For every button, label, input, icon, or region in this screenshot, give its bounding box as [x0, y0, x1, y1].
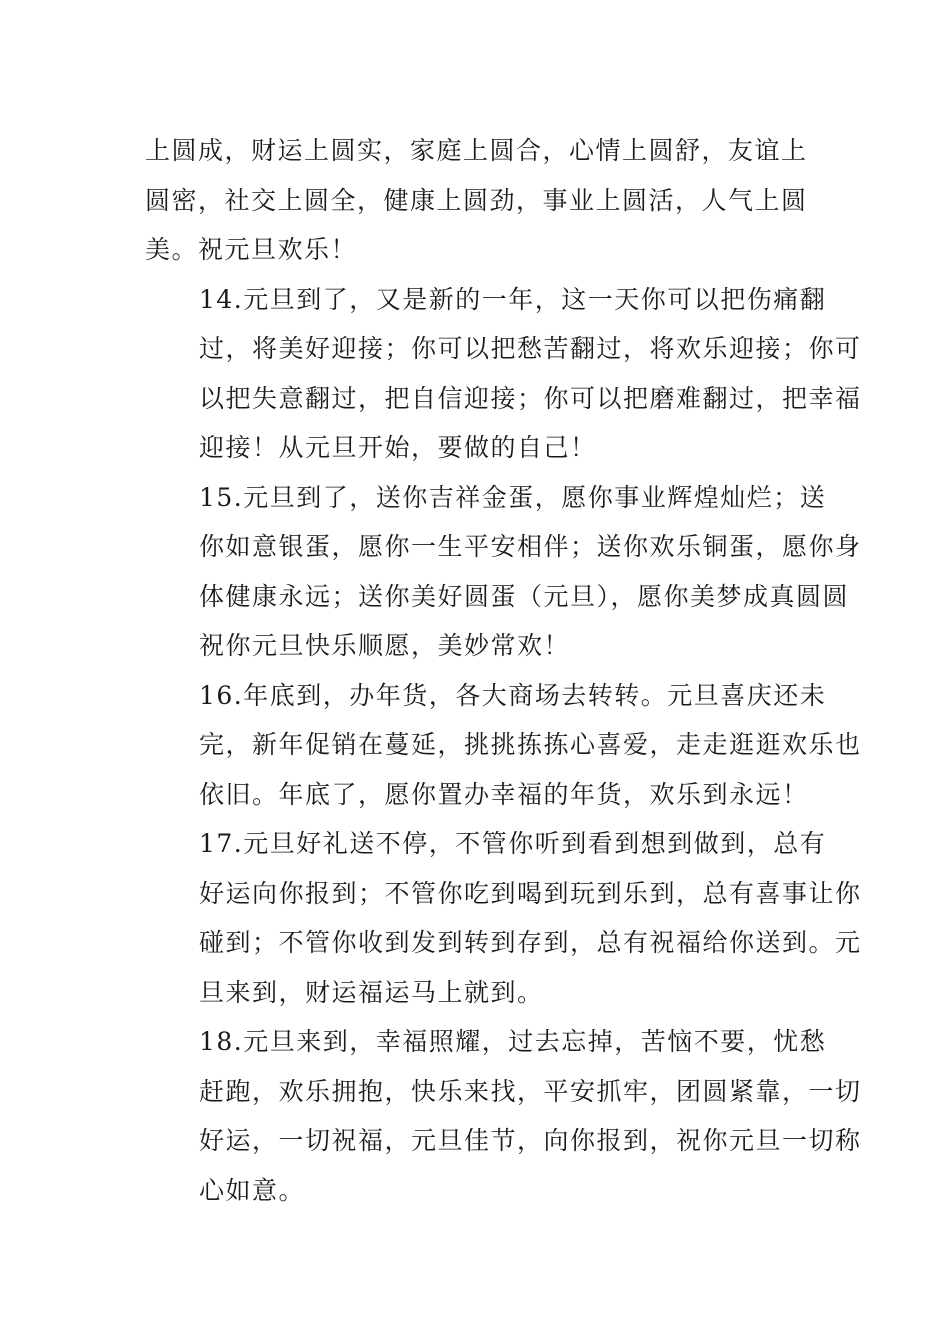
text-line: 依旧。年底了，愿你置办幸福的年货，欢乐到永远！	[199, 779, 809, 809]
text-line: 16.年底到，办年货，各大商场去转转。元旦喜庆还未	[199, 680, 827, 710]
text-line: 体健康永远；送你美好圆蛋（元旦），愿你美梦成真圆圆	[199, 581, 850, 611]
text-line: 心如意。	[199, 1175, 306, 1205]
paragraph-14	[145, 275, 862, 473]
paragraph-13-continuation	[145, 126, 810, 275]
text-line: 上圆成，财运上圆实，家庭上圆合，心情上圆舒，友谊上	[145, 136, 808, 165]
text-line: 完，新年促销在蔓延，挑挑拣拣心喜爱，走走逛逛欢乐也	[199, 730, 862, 759]
text-line: 好运，一切祝福，元旦佳节，向你报到，祝你元旦一切称	[199, 1126, 862, 1155]
document-body	[145, 126, 862, 1215]
paragraph-16	[145, 671, 862, 820]
paragraph-15	[145, 473, 862, 671]
text-line: 以把失意翻过，把自信迎接；你可以把磨难翻过，把幸福	[199, 383, 862, 413]
paragraph-17	[145, 819, 862, 1017]
text-line: 迎接！从元旦开始，要做的自己！	[199, 433, 597, 462]
text-line: 赶跑，欢乐拥抱，快乐来找，平安抓牢，团圆紧靠，一切	[199, 1076, 862, 1106]
paragraph-18	[145, 1017, 862, 1215]
text-line: 碰到；不管你收到发到转到存到，总有祝福给你送到。元	[199, 928, 862, 957]
text-line: 过，将美好迎接；你可以把愁苦翻过，将欢乐迎接；你可	[199, 334, 862, 363]
text-line: 美。祝元旦欢乐！	[145, 235, 358, 264]
text-line: 15.元旦到了，送你吉祥金蛋，愿你事业辉煌灿烂；送	[199, 482, 827, 512]
text-line: 17.元旦好礼送不停，不管你听到看到想到做到，总有	[199, 829, 827, 858]
text-line: 18.元旦来到，幸福照耀，过去忘掉，苦恼不要，忧愁	[199, 1027, 827, 1056]
text-line: 你如意银蛋，愿你一生平安相伴；送你欢乐铜蛋，愿你身	[199, 532, 862, 561]
text-line: 祝你元旦快乐顺愿，美妙常欢！	[199, 631, 571, 660]
text-line: 旦来到，财运福运马上就到。	[199, 977, 544, 1007]
text-line: 好运向你报到；不管你吃到喝到玩到乐到，总有喜事让你	[199, 878, 862, 908]
text-line: 14.元旦到了，又是新的一年，这一天你可以把伤痛翻	[199, 284, 827, 314]
text-line: 圆密，社交上圆全，健康上圆劲，事业上圆活，人气上圆	[145, 185, 808, 215]
